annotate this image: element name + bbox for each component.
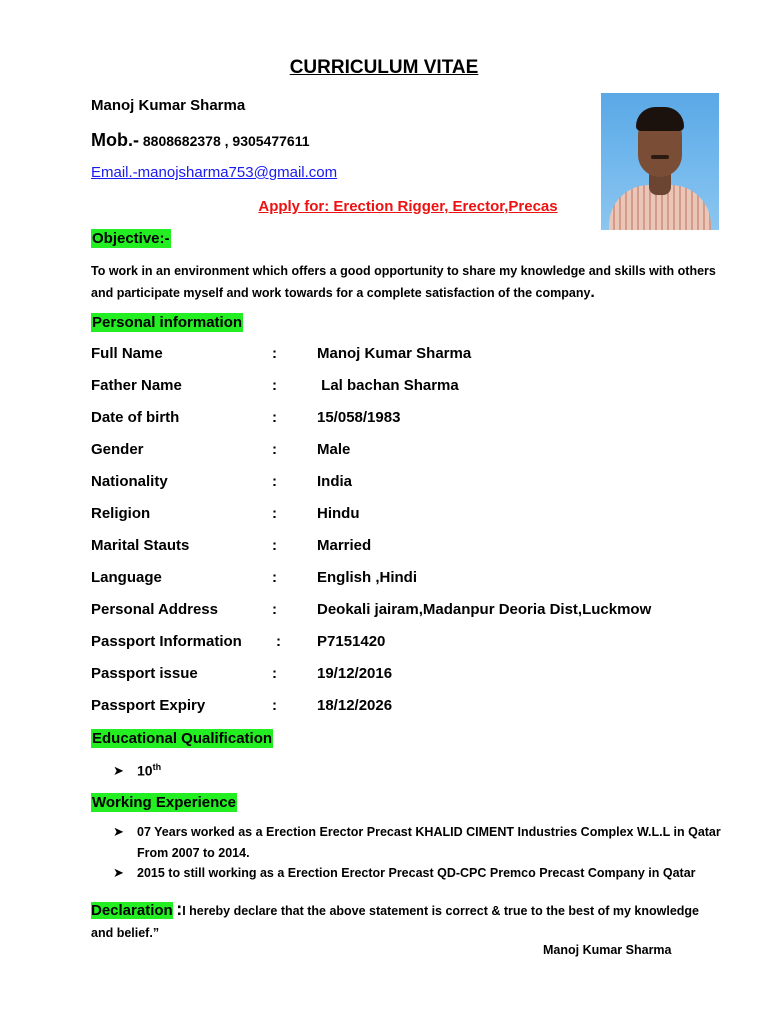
personal-info-label: Passport Expiry xyxy=(91,697,206,714)
declaration-heading: Declaration xyxy=(91,902,173,919)
personal-info-value: 15/058/1983 xyxy=(317,409,401,426)
declaration-text: I hereby declare that the above statement is correct & true to the best of my knowledge and belief.” xyxy=(91,904,699,940)
personal-info-value: Lal bachan Sharma xyxy=(317,377,459,394)
personal-info-label: Marital Stauts xyxy=(91,537,190,554)
personal-info-label: Religion xyxy=(91,505,151,522)
declaration-colon: : xyxy=(176,899,183,919)
objective-heading: Objective:- xyxy=(92,230,170,247)
personal-info-value: 19/12/2016 xyxy=(317,665,393,682)
personal-info-value: Deokali jairam,Madanpur Deoria Dist,Luckmow xyxy=(317,601,652,618)
personal-info-label: Nationality xyxy=(91,473,168,490)
objective-end: . xyxy=(590,284,595,301)
education-item xyxy=(137,762,161,779)
education-heading: Educational Qualification xyxy=(92,730,273,747)
personal-info-value: Hindu xyxy=(317,505,360,522)
personal-info-label: Passport issue xyxy=(91,665,198,682)
personal-info-value: Married xyxy=(317,537,372,554)
personal-info-separator: : xyxy=(272,601,277,618)
personal-info-value: English ,Hindi xyxy=(317,569,417,586)
personal-info-separator: : xyxy=(272,473,277,490)
mobile-line xyxy=(91,130,310,151)
declaration xyxy=(91,898,721,944)
objective-body: To work in an environment which offers a good opportunity to share my knowledge and skills with others and participate myself and work towards for a complete satisfaction of the company xyxy=(91,264,716,300)
personal-info-label: Passport Information xyxy=(91,633,242,650)
personal-info-separator: : xyxy=(272,441,277,458)
personal-info-heading: Personal information xyxy=(92,314,243,331)
education-item-sup: th xyxy=(152,762,162,772)
personal-info-separator: : xyxy=(272,505,277,522)
signature-name: Manoj Kumar Sharma xyxy=(543,943,672,957)
experience-heading: Working Experience xyxy=(92,794,236,811)
email-link[interactable]: Email.-manojsharma753@gmail.com xyxy=(91,164,338,181)
mobile-label: Mob.- xyxy=(91,130,139,150)
arrowhead-bullet-icon: ➤ xyxy=(113,824,124,839)
objective-text xyxy=(91,260,731,304)
apply-for-line: Apply for: Erection Rigger, Erector,Precas xyxy=(258,198,558,215)
candidate-name: Manoj Kumar Sharma xyxy=(91,97,246,114)
personal-info-separator: : xyxy=(272,409,277,426)
personal-info-separator: : xyxy=(272,665,277,682)
personal-info-separator: : xyxy=(272,697,277,714)
personal-info-value: Manoj Kumar Sharma xyxy=(317,345,472,362)
personal-info-separator: : xyxy=(272,569,277,586)
personal-info-separator: : xyxy=(276,633,281,650)
personal-info-label: Date of birth xyxy=(91,409,180,426)
personal-info-value: India xyxy=(317,473,353,490)
personal-info-label: Father Name xyxy=(91,377,182,394)
personal-info-separator: : xyxy=(272,377,277,394)
arrowhead-bullet-icon: ➤ xyxy=(113,763,124,778)
mobile-numbers: 8808682378 , 9305477611 xyxy=(138,133,310,149)
page-title: CURRICULUM VITAE xyxy=(289,57,479,78)
profile-photo xyxy=(601,93,719,230)
personal-info-separator: : xyxy=(272,537,277,554)
education-item-main: 10 xyxy=(137,762,153,779)
personal-info-value: P7151420 xyxy=(317,633,386,650)
personal-info-label: Language xyxy=(91,569,162,586)
personal-info-label: Gender xyxy=(91,441,144,458)
personal-info-value: 18/12/2026 xyxy=(317,697,393,714)
experience-item-1: 07 Years worked as a Erection Erector Precast KHALID CIMENT Industries Complex W.L.L in Qatar From 2007 to 2014. xyxy=(137,825,721,860)
experience-item-2: 2015 to still working as a Erection Erector Precast QD-CPC Premco Precast Company in Qatar xyxy=(137,866,696,880)
arrowhead-bullet-icon: ➤ xyxy=(113,865,124,880)
personal-info-separator: : xyxy=(272,345,277,362)
personal-info-value: Male xyxy=(317,441,351,458)
personal-info-label: Full Name xyxy=(91,345,163,362)
personal-info-label: Personal Address xyxy=(91,601,218,618)
